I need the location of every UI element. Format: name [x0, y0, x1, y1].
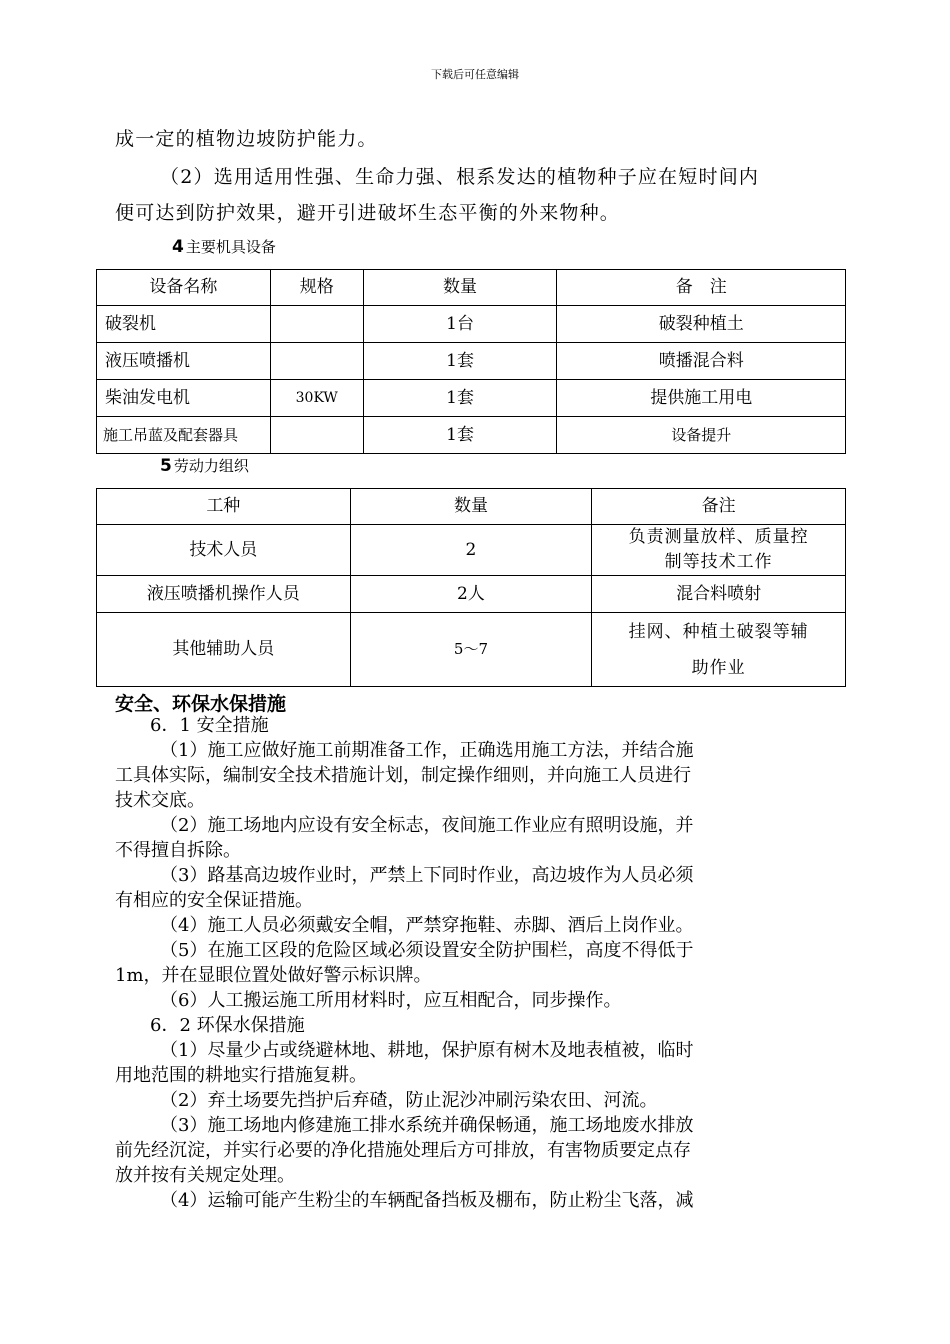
- labor-header-count: 数量: [350, 489, 592, 525]
- equipment-header-spec: 规格: [270, 270, 363, 306]
- labor-note-line-2: 助作业: [691, 657, 746, 678]
- table-row: [97, 576, 846, 613]
- labor-note-line-1: 负责测量放样、质量控: [628, 527, 809, 547]
- table-row: [97, 306, 846, 343]
- equipment-cell-spec: [270, 306, 363, 343]
- safety-subheading-1: 6．1 安全措施: [150, 715, 269, 736]
- safety-line: （3）路基高边坡作业时，严禁上下同时作业，高边坡作为人员必须: [160, 865, 694, 886]
- equipment-cell-name: 液压喷播机: [97, 343, 271, 380]
- page-header: 下载后可任意编辑: [431, 68, 519, 81]
- labor-note-line-1: 挂网、种植土破裂等辅: [628, 621, 809, 642]
- equipment-cell-qty: 1台: [363, 306, 557, 343]
- labor-cell-type: 液压喷播机操作人员: [97, 576, 351, 613]
- safety-line: 工具体实际，编制安全技术措施计划，制定操作细则，并向施工人员进行: [115, 765, 691, 786]
- labor-cell-type: 技术人员: [97, 525, 351, 576]
- section-5-title: 劳动力组织: [173, 457, 249, 475]
- labor-cell-type: 其他辅助人员: [97, 613, 351, 687]
- labor-cell-count: 2: [350, 525, 592, 576]
- labor-cell-count: 2人: [350, 576, 592, 613]
- section-4-number: 4: [172, 237, 184, 257]
- labor-cell-note: 混合料喷射: [592, 576, 846, 613]
- equipment-table: [96, 269, 846, 454]
- equipment-header-row: [97, 270, 846, 306]
- safety-line: （4）施工人员必须戴安全帽，严禁穿拖鞋、赤脚、酒后上岗作业。: [160, 915, 694, 936]
- labor-note-line-2: 制等技术工作: [664, 552, 773, 572]
- safety-line: 1m，并在显眼位置处做好警示标识牌。: [115, 965, 432, 986]
- env-line: （2）弃土场要先挡护后弃碴，防止泥沙冲刷污染农田、河流。: [160, 1090, 658, 1111]
- equipment-cell-name: 施工吊蓝及配套器具: [97, 417, 271, 454]
- table-row: [97, 380, 846, 417]
- safety-subheading-2: 6．2 环保水保措施: [150, 1015, 305, 1036]
- safety-heading: 安全、环保水保措施: [115, 693, 287, 715]
- equipment-cell-note: 设备提升: [557, 417, 846, 454]
- safety-line: （6）人工搬运施工所用材料时，应互相配合，同步操作。: [160, 990, 622, 1011]
- table-row: [97, 343, 846, 380]
- equipment-cell-name: 破裂机: [97, 306, 271, 343]
- env-line: （3）施工场地内修建施工排水系统并确保畅通，施工场地废水排放: [160, 1115, 694, 1136]
- labor-header-row: [97, 489, 846, 525]
- env-line: 用地范围的耕地实行措施复耕。: [115, 1065, 367, 1086]
- intro-line-1: 成一定的植物边坡防护能力。: [115, 128, 378, 150]
- equipment-cell-spec: [270, 417, 363, 454]
- safety-line: （2）施工场地内应设有安全标志，夜间施工作业应有照明设施，并: [160, 815, 694, 836]
- env-line: （1）尽量少占或绕避林地、耕地，保护原有树木及地表植被，临时: [160, 1040, 694, 1061]
- safety-line: 不得擅自拆除。: [115, 840, 241, 861]
- labor-cell-note: [592, 525, 846, 576]
- table-row: [97, 417, 846, 454]
- intro-line-2: （2）选用适用性强、生命力强、根系发达的植物种子应在短时间内: [160, 166, 760, 188]
- safety-line: （5）在施工区段的危险区域必须设置安全防护围栏，高度不得低于: [160, 940, 694, 961]
- equipment-header-name: 设备名称: [97, 270, 271, 306]
- equipment-cell-note: 提供施工用电: [557, 380, 846, 417]
- equipment-cell-note: 破裂种植土: [557, 306, 846, 343]
- safety-line: 技术交底。: [115, 790, 205, 811]
- equipment-cell-qty: 1套: [363, 417, 557, 454]
- table-row: [97, 613, 846, 687]
- section-5-heading: [160, 455, 249, 476]
- labor-cell-note: [592, 613, 846, 687]
- labor-header-note: 备注: [592, 489, 846, 525]
- labor-cell-count: 5～7: [350, 613, 592, 687]
- section-4-title: 主要机具设备: [185, 238, 276, 256]
- equipment-cell-qty: 1套: [363, 343, 557, 380]
- equipment-cell-spec: 30KW: [270, 380, 363, 417]
- equipment-cell-note: 喷播混合料: [557, 343, 846, 380]
- env-line: 放并按有关规定处理。: [115, 1165, 295, 1186]
- intro-line-3: 便可达到防护效果，避开引进破坏生态平衡的外来物种。: [115, 202, 621, 224]
- table-row: [97, 525, 846, 576]
- safety-line: 有相应的安全保证措施。: [115, 890, 313, 911]
- equipment-cell-name: 柴油发电机: [97, 380, 271, 417]
- labor-header-type: 工种: [97, 489, 351, 525]
- equipment-header-note: 备 注: [557, 270, 846, 306]
- section-4-heading: [172, 236, 276, 257]
- labor-table: [96, 488, 846, 687]
- equipment-cell-qty: 1套: [363, 380, 557, 417]
- env-line: （4）运输可能产生粉尘的车辆配备挡板及棚布，防止粉尘飞落，减: [160, 1190, 694, 1211]
- section-5-number: 5: [160, 456, 172, 476]
- safety-line: （1）施工应做好施工前期准备工作，正确选用施工方法，并结合施: [160, 740, 694, 761]
- equipment-header-qty: 数量: [363, 270, 557, 306]
- equipment-cell-spec: [270, 343, 363, 380]
- env-line: 前先经沉淀，并实行必要的净化措施处理后方可排放，有害物质要定点存: [115, 1140, 691, 1161]
